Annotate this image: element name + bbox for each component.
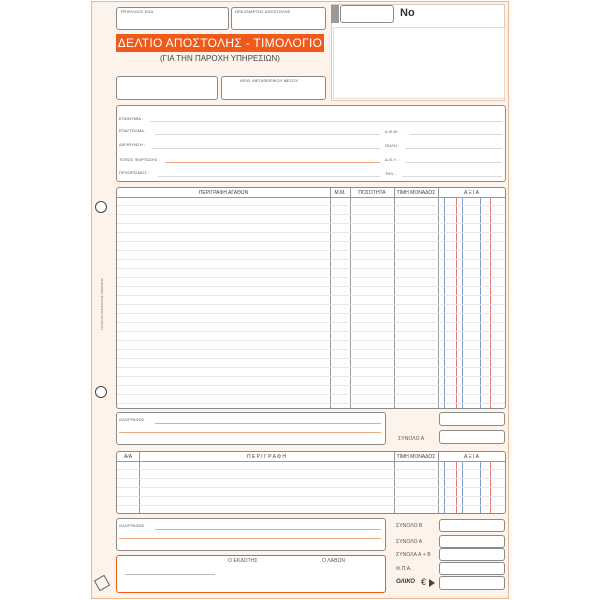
- goods-row-line: [117, 205, 505, 206]
- customer-phone-line[interactable]: [402, 176, 502, 177]
- goods-row-line: [117, 250, 505, 251]
- services-col-price: ΤΙΜΗ ΜΟΝΑΔΟΣ: [396, 454, 436, 460]
- goods-row-line: [117, 277, 505, 278]
- arrow-icon: [429, 579, 435, 587]
- vat-field[interactable]: [439, 562, 505, 575]
- goods-divider-4: [438, 188, 439, 408]
- total-a-empty[interactable]: [439, 412, 505, 426]
- customer-afm-line[interactable]: [410, 134, 502, 135]
- words-line-a2: [119, 432, 381, 433]
- issuer-label: Ο ΕΚΔΟΤΗΣ: [228, 558, 258, 564]
- customer-name-line[interactable]: [150, 121, 502, 122]
- goods-row-line: [117, 376, 505, 377]
- goods-col-unit: Μ.Μ.: [334, 190, 346, 196]
- goods-row-line: [117, 394, 505, 395]
- goods-row-line: [117, 232, 505, 233]
- customer-city-label: ΠΟΛΗ :: [385, 143, 400, 148]
- customer-afm-label: Α.Φ.Μ. :: [385, 129, 401, 134]
- series-field[interactable]: [340, 5, 394, 23]
- services-divider-1: [139, 452, 140, 513]
- customer-name-label: ΕΠΩΝΥΜΙΑ :: [119, 116, 144, 121]
- goods-row-line: [117, 385, 505, 386]
- goods-header-divider: [117, 197, 505, 198]
- service-row-line: [117, 469, 505, 470]
- goods-row-line: [117, 313, 505, 314]
- header-field-time-label: ΩΡΑ ΕΝΑΡΞΗΣ ΑΠΟΣΤΟΛΗΣ: [235, 9, 291, 14]
- goods-row-line: [117, 214, 505, 215]
- total-b-field[interactable]: [439, 519, 505, 532]
- services-divider-3: [438, 452, 439, 513]
- total-b-a-field[interactable]: [439, 535, 505, 548]
- goods-row-line: [117, 286, 505, 287]
- goods-col-description: ΠΕΡΙΓΡΑΦΗ ΑΓΑΘΩΝ: [198, 190, 249, 196]
- goods-row-line: [117, 223, 505, 224]
- binding-hole-bottom: [95, 386, 107, 398]
- customer-section: [116, 105, 506, 182]
- customer-profession-label: ΕΠΑΓΓΕΛΜΑ :: [119, 128, 147, 133]
- goods-col-price: ΤΙΜΗ ΜΟΝΑΔΟΣ: [396, 190, 436, 196]
- services-divider-2: [394, 452, 395, 513]
- customer-loading-line[interactable]: [165, 162, 380, 163]
- euro-icon: €: [421, 577, 427, 587]
- goods-col-value: Α Ξ Ι Α: [464, 190, 479, 196]
- goods-row-line: [117, 259, 505, 260]
- goods-col-qty: ΠΟΣΟΤΗΤΑ: [358, 190, 386, 196]
- goods-row-line: [117, 322, 505, 323]
- words-line-a1: [155, 423, 381, 424]
- goods-row-line: [117, 403, 505, 404]
- customer-profession-line[interactable]: [155, 134, 380, 135]
- customer-loading-label: ΤΟΠΟΣ ΦΟΡΤΩΣΗΣ :: [119, 157, 161, 162]
- receiver-label: Ο ΛΑΒΩΝ: [322, 558, 346, 564]
- service-row-line: [117, 478, 505, 479]
- service-row-line: [117, 505, 505, 506]
- grand-total-field[interactable]: [439, 576, 505, 590]
- goods-row-line: [117, 241, 505, 242]
- side-note: ΤΟ ΔΕΛΤΙΟ ΑΠΟΣΤΟΛΗΣ ΤΙΜΟΛΟΓΙΟ: [100, 278, 104, 330]
- customer-destination-line[interactable]: [158, 176, 380, 177]
- words-label-a: ΟΛΟΓΡΑΦΩΣ: [119, 417, 145, 422]
- total-b-label: ΣΥΝΟΛΟ Β: [396, 523, 423, 529]
- services-col-aa: Α/Α: [123, 454, 133, 460]
- customer-address-line[interactable]: [152, 148, 380, 149]
- total-b-a-label: ΣΥΝΟΛΟ Α: [396, 539, 423, 545]
- goods-row-line: [117, 340, 505, 341]
- words-label-b: ΟΛΟΓΡΑΦΩΣ: [119, 523, 145, 528]
- customer-doy-line[interactable]: [405, 162, 502, 163]
- goods-row-line: [117, 268, 505, 269]
- customer-city-line[interactable]: [405, 148, 502, 149]
- service-row-line: [117, 496, 505, 497]
- goods-row-line: [117, 349, 505, 350]
- words-line-b2: [119, 538, 381, 539]
- total-a-label: ΣΥΝΟΛΟ Α: [398, 436, 425, 442]
- customer-doy-label: Δ.Ο.Υ. :: [385, 157, 400, 162]
- document-subtitle: (ΓΙΑ ΤΗΝ ΠΑΡΟΧΗ ΥΠΗΡΕΣΙΩΝ): [160, 54, 280, 63]
- goods-row-line: [117, 367, 505, 368]
- total-ab-field[interactable]: [439, 548, 505, 561]
- goods-row-line: [117, 304, 505, 305]
- goods-row-line: [117, 331, 505, 332]
- grand-total-label: ΟΛΙΚΟ: [396, 579, 415, 585]
- total-ab-label: ΣΥΝΟΛΑ Α + Β: [396, 552, 431, 558]
- number-label: No: [400, 7, 415, 19]
- services-header-divider: [117, 461, 505, 462]
- goods-row-line: [117, 295, 505, 296]
- number-tab: [331, 5, 339, 23]
- total-a-field[interactable]: [439, 430, 505, 444]
- vat-label: Φ.Π.Α.: [396, 566, 412, 572]
- services-col-description: Π Ε Ρ Ι Γ Ρ Α Φ Η: [246, 454, 287, 460]
- binding-hole-top: [95, 201, 107, 213]
- goods-divider-3: [394, 188, 395, 408]
- services-col-value: Α Ξ Ι Α: [464, 454, 479, 460]
- customer-phone-label: ΤΗΛ.:: [385, 171, 396, 176]
- number-detail-field[interactable]: [333, 27, 505, 99]
- words-line-b1: [155, 529, 381, 530]
- header-field-left-small[interactable]: [116, 76, 218, 100]
- service-row-line: [117, 487, 505, 488]
- customer-address-label: ΔΙΕΥΘΥΝΣΗ :: [119, 142, 146, 147]
- customer-destination-label: ΠΡΟΟΡΙΣΜΟΣ :: [119, 170, 150, 175]
- document-title: ΔΕΛΤΙΟ ΑΠΟΣΤΟΛΗΣ - ΤΙΜΟΛΟΓΙΟ: [117, 36, 323, 50]
- header-field-vehicle-label: ΑΡΙΘ. ΜΕΤΑΦΟΡΙΚΟΥ ΜΕΣΟΥ: [240, 78, 299, 83]
- goods-row-line: [117, 358, 505, 359]
- words-box-b[interactable]: [116, 518, 386, 551]
- goods-divider-1: [330, 188, 331, 408]
- header-field-code-label: ΤΡΙΦΥΛΛΟΣ ΚΩΔ: [120, 9, 154, 14]
- goods-divider-2: [350, 188, 351, 408]
- issuer-signature-line[interactable]: [125, 574, 215, 575]
- words-box-a[interactable]: [116, 412, 386, 445]
